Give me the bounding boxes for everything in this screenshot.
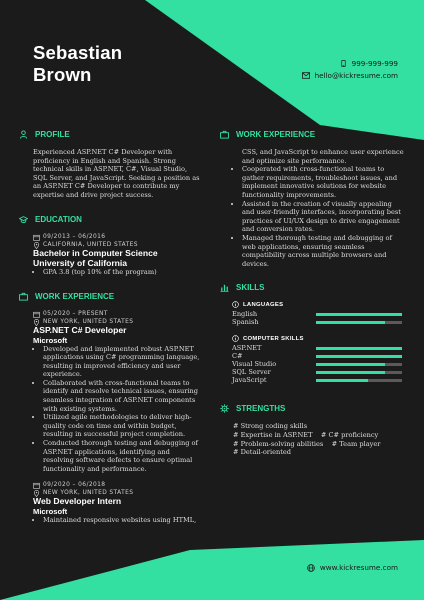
bullet-line: applications using C# programming language, — [43, 353, 200, 362]
level-fill — [316, 355, 402, 358]
languages-block — [232, 301, 412, 326]
skill-row — [232, 360, 412, 368]
job-bullet — [242, 234, 417, 268]
email-row — [302, 69, 398, 81]
work-experience-continued-title: WORK EXPERIENCE — [236, 130, 316, 139]
language-name: English — [232, 310, 258, 318]
strength-row — [233, 431, 413, 440]
bullet-line: quality code on time and within budget, — [43, 421, 177, 430]
bullet-line: • Utilized agile methodologies to deliver high- — [43, 413, 192, 422]
globe-icon — [307, 564, 315, 572]
bullet-line: practices of UI/UX design to drive engagement — [242, 216, 400, 225]
language-row — [232, 310, 412, 318]
continuation-line: and optimize site performance. — [242, 156, 347, 165]
bullet-line: seamless integration of ASP.NET components — [43, 396, 196, 405]
job-location: NEW YORK, UNITED STATES — [43, 490, 134, 496]
bullet-line: • Cooperated with cross-functional teams to — [242, 165, 385, 174]
level-fill — [316, 371, 385, 374]
education-bullets — [33, 268, 218, 277]
job-bullets — [33, 516, 218, 525]
skill-level-bar — [316, 379, 402, 382]
candidate-name — [33, 42, 122, 86]
education-bullet: • GPA 3.8 (top 10% of the program) — [43, 268, 218, 277]
briefcase-icon — [220, 130, 229, 139]
bullet-line: ASP.NET applications, identifying and — [43, 447, 170, 456]
profile-summary — [33, 148, 213, 200]
education-dates: 09/2013 – 06/2016 — [43, 234, 106, 240]
info-icon — [232, 301, 239, 308]
strengths-heading — [220, 404, 285, 413]
skill-name: Visual Studio — [232, 360, 277, 368]
strength-row — [233, 440, 413, 449]
job-location: NEW YORK, UNITED STATES — [43, 319, 134, 325]
language-list — [232, 310, 412, 326]
bullet-line: identify and resolve technical issues, ensuring — [43, 387, 199, 396]
bullet-line: experience. — [43, 370, 82, 379]
info-icon — [232, 335, 239, 342]
profile-line: proficiency in English and Spanish. Strong — [33, 156, 176, 165]
strength-item: # Detail-oriented — [233, 448, 291, 457]
languages-heading — [232, 301, 412, 308]
calendar-icon — [33, 311, 40, 318]
skill-row — [232, 344, 412, 352]
job-dates: 05/2020 – PRESENT — [43, 311, 108, 317]
profile-title: PROFILE — [35, 130, 70, 139]
phone-number[interactable]: 999-999-999 — [351, 58, 398, 68]
bullet-line: web applications, ensuring seamless — [242, 242, 365, 251]
bullet-line: functionality and performance. — [43, 464, 147, 473]
job-position: ASP.NET C# Developer — [33, 325, 127, 335]
continuation-line: CSS, and JavaScript to enhance user experience — [242, 148, 404, 156]
job-bullets — [33, 345, 218, 474]
education-title: EDUCATION — [35, 215, 82, 224]
job-bullet — [43, 379, 218, 413]
bullet-line: resulting in successful project completion. — [43, 430, 186, 439]
gear-icon — [220, 404, 229, 413]
computer-skills-heading — [232, 335, 412, 342]
bullet-line: • Conducted thorough testing and debugging of — [43, 439, 198, 448]
bullet-line: • Maintained responsive websites using HTML, — [43, 515, 197, 524]
bullet-line: devices. — [242, 259, 270, 268]
calendar-icon — [33, 482, 40, 489]
school: University of California — [33, 257, 128, 268]
website-link[interactable]: www.kickresume.com — [319, 563, 398, 572]
bullet-line: implement innovative solutions for website — [242, 182, 387, 191]
work-continued-body — [232, 148, 417, 268]
skill-level-bar — [316, 355, 402, 358]
skill-name: C# — [232, 352, 243, 360]
strength-item: # Strong coding skills — [233, 422, 308, 430]
strengths-list — [233, 422, 413, 457]
level-fill — [316, 363, 385, 366]
bullet-line: • Collaborated with cross-functional teams to — [43, 378, 190, 387]
education-dates-row — [33, 233, 218, 241]
bullet-line: with existing systems. — [43, 404, 117, 413]
level-fill — [316, 379, 368, 382]
strength-row — [233, 448, 413, 457]
strength-item: # Team player — [331, 439, 381, 448]
job-bullet — [43, 345, 218, 379]
bullet-line: compatibility across multiple browsers and — [242, 251, 387, 260]
strength-row — [233, 422, 413, 431]
work-experience-heading — [19, 292, 114, 301]
first-name: Sebastian — [33, 42, 123, 63]
job-bullets — [232, 165, 417, 268]
work-experience-continued-heading — [220, 130, 315, 139]
job-bullet — [43, 516, 218, 525]
job-bullet — [242, 165, 417, 199]
skills-heading — [220, 283, 264, 292]
language-level-bar — [316, 313, 402, 316]
education-location: CALIFORNIA, UNITED STATES — [43, 242, 138, 248]
profile-line: an ASP.NET C# Developer to contribute my — [33, 182, 180, 191]
skill-name: SQL Server — [232, 368, 271, 376]
computer-skill-list — [232, 344, 412, 384]
level-fill — [316, 313, 402, 316]
bullet-line: and conversion rates. — [242, 225, 315, 234]
education-heading — [19, 215, 82, 224]
skill-row — [232, 368, 412, 376]
skills-title: SKILLS — [236, 283, 265, 292]
language-row — [232, 318, 412, 326]
briefcase-icon — [19, 292, 28, 301]
skill-name: ASP.NET — [232, 344, 262, 352]
language-name: Spanish — [232, 318, 259, 326]
job-dates: 09/2020 – 06/2018 — [43, 482, 106, 488]
job-bullet — [242, 200, 417, 234]
contact-block — [302, 57, 398, 81]
phone-icon — [340, 60, 347, 67]
job-position: Web Developer Intern — [33, 496, 122, 506]
calendar-icon — [33, 234, 40, 241]
level-fill — [316, 321, 385, 324]
job-company: Microsoft — [33, 335, 68, 345]
languages-title: LANGUAGES — [243, 301, 284, 308]
bullet-line: resulting in improved efficiency and user — [43, 361, 181, 370]
bullet-line: functionality improvements. — [242, 190, 337, 199]
bar-chart-icon — [220, 283, 229, 292]
bullet-line: resolving software defects to ensure optimal — [43, 456, 193, 465]
footer-website — [307, 563, 398, 572]
bullet-line: and user-friendly interfaces, incorporating best — [242, 208, 401, 217]
email-address[interactable]: hello@kickresume.com — [314, 70, 398, 80]
skill-name: JavaScript — [232, 376, 267, 384]
strength-item: # C# proficiency — [320, 430, 379, 439]
computer-skills-block — [232, 335, 412, 384]
profile-line: technical skills in ASP.NET, C#, Visual Studio, — [33, 165, 188, 174]
skill-row — [232, 352, 412, 360]
profile-heading — [19, 130, 70, 139]
bullet-line: • Assisted in the creation of visually appealing — [242, 199, 392, 208]
skill-level-bar — [316, 371, 402, 374]
bullet-line: gather requirements, troubleshoot issues, and — [242, 173, 398, 182]
work-experience-title: WORK EXPERIENCE — [35, 292, 115, 301]
job-entry-2 — [33, 481, 218, 524]
skill-level-bar — [316, 363, 402, 366]
language-level-bar — [316, 321, 402, 324]
education-entry — [33, 233, 218, 277]
job-dates-row — [33, 481, 218, 489]
profile-line: SQL Server, and JavaScript. Seeking a position as — [33, 173, 200, 182]
strengths-title: STRENGTHS — [236, 404, 286, 413]
strength-item: # Expertise in ASP.NET — [233, 430, 313, 439]
computer-skills-title: COMPUTER SKILLS — [243, 335, 304, 342]
phone-row — [302, 57, 398, 69]
bullet-line: • Managed thorough testing and debugging of — [242, 233, 392, 242]
skill-row — [232, 376, 412, 384]
email-icon — [302, 72, 310, 79]
job-entry-1 — [33, 310, 218, 473]
job-company: Microsoft — [33, 506, 68, 516]
person-icon — [19, 130, 28, 139]
graduation-cap-icon — [19, 215, 28, 224]
job-dates-row — [33, 310, 218, 318]
profile-line: expertise and drive project success. — [33, 190, 154, 199]
degree: Bachelor in Computer Science — [33, 248, 158, 258]
level-fill — [316, 347, 402, 350]
last-name: Brown — [33, 64, 92, 85]
job-bullet — [43, 439, 218, 473]
skill-level-bar — [316, 347, 402, 350]
job-bullet — [43, 413, 218, 439]
bullet-line: • Developed and implemented robust ASP.NET — [43, 344, 194, 353]
profile-line: Experienced ASP.NET C# Developer with — [33, 148, 173, 156]
strength-item: # Problem-solving abilities — [233, 439, 324, 448]
